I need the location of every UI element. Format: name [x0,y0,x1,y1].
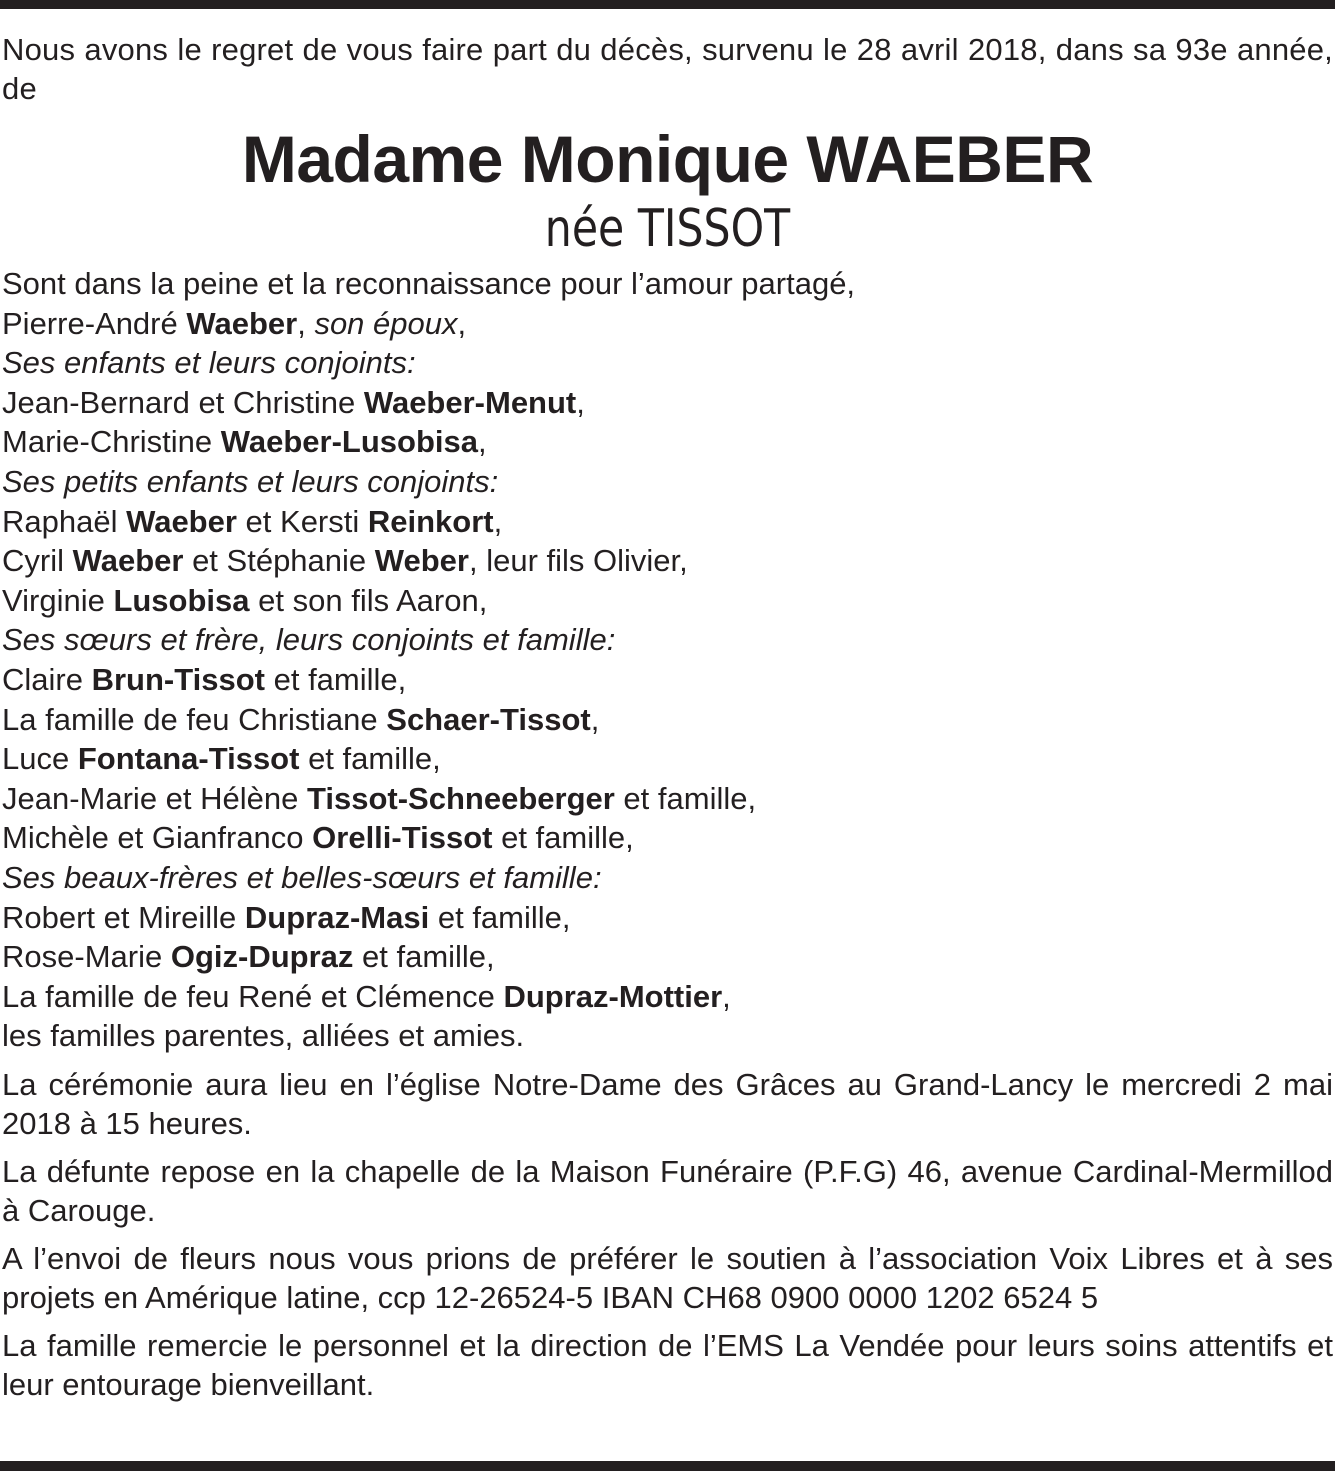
family-line [2,660,1333,700]
family-text: et Stéphanie [183,543,375,579]
family-text: Robert et Mireille [2,899,245,935]
thanks-paragraph: La famille remercie le personnel et la direction de l’EMS La Vendée pour leurs soins attentifs et leur entourage bienveillant. [2,1327,1333,1402]
rest-paragraph: La défunte repose en la chapelle de la Maison Funéraire (P.F.G) 46, avenue Cardinal-Mermillod à Carouge. [2,1153,1333,1228]
family-group-heading [2,462,1333,502]
family-surname: Dupraz-Mottier [503,978,723,1014]
family-text: Cyril [2,543,73,579]
family-line [2,264,1333,304]
family-text: et famille, [429,899,571,935]
family-line [2,383,1333,423]
family-text: Michèle et Gianfranco [2,820,313,856]
family-text: La famille de feu Christiane [2,701,387,737]
deceased-name: Madame Monique WAEBER [241,122,1094,196]
family-surname: Tissot-Schneeberger [307,780,615,816]
family-surname: Waeber [72,543,184,579]
family-text: et famille, [492,820,634,856]
family-text: , [493,503,503,539]
family-surname: Waeber-Menut [363,384,577,420]
family-text: et son fils Aaron, [249,582,488,618]
family-text: , [297,305,315,341]
family-text: , [722,978,731,1014]
family-text: , [457,305,467,341]
family-line [2,304,1333,344]
family-line [2,937,1333,977]
family-text: Sont dans la peine et la reconnaissance pour l’amour partagé, [2,266,856,301]
family-line [2,422,1333,462]
family-text: Ses enfants et leurs conjoints: [2,345,416,381]
family-text: Claire [2,661,92,697]
family-line [2,739,1333,779]
family-text: , leur fils Olivier, [468,543,688,579]
family-text: La famille de feu René et Clémence [2,978,504,1014]
family-text: Ses beaux-frères et belles-sœurs et famille: [2,859,602,895]
family-text: et famille, [353,939,495,975]
obituary-notice [2,30,1333,1404]
family-surname: Weber [374,543,469,579]
family-line [2,581,1333,621]
family-surname: Waeber [186,305,298,341]
family-text: et Kersti [236,503,368,539]
family-surname: Reinkort [367,503,494,539]
family-text: et famille, [614,780,757,816]
ceremony-paragraph: La cérémonie aura lieu en l’église Notre-Dame des Grâces au Grand-Lancy le mercredi 2 mai 2018 à 15 heures. [2,1066,1333,1141]
family-text: Rose-Marie [2,939,171,975]
family-line [2,1016,1333,1056]
family-text: et famille, [264,661,407,697]
family-text: , [478,424,487,460]
family-text: Marie-Christine [2,424,221,460]
family-text: Luce [2,741,78,777]
family-line [2,898,1333,938]
bottom-rule [0,1461,1335,1471]
family-text: Jean-Bernard et Christine [2,384,364,420]
family-text: , [576,384,585,420]
intro-text: Nous avons le regret de vous faire part du décès, survenu le 28 avril 2018, dans sa 93e année, de [2,32,1333,106]
family-group-heading [2,343,1333,383]
family-surname: Fontana-Tissot [77,741,300,777]
family-line [2,700,1333,740]
family-group-heading [2,858,1333,898]
family-text: Virginie [2,582,114,618]
family-surname: Dupraz-Masi [244,899,430,935]
family-text: Ses sœurs et frère, leurs conjoints et famille: [2,622,616,658]
deceased-birth-name: née TISSOT [544,199,791,259]
family-surname: Schaer-Tissot [386,701,591,737]
family-text: les familles parentes, alliées et amies. [2,1018,525,1054]
family-text: , [590,701,600,737]
family-text: Raphaël [2,503,127,539]
family-text: et famille, [299,741,441,777]
family-surname: Orelli-Tissot [312,820,493,856]
flowers-paragraph: A l’envoi de fleurs nous vous prions de préférer le soutien à l’association Voix Libres et à ses projets en Amérique latine, ccp 12-26524-5 IBAN CH68 0900 0000 1202 6524 5 [2,1240,1333,1315]
family-line [2,779,1333,819]
family-list [2,264,1333,1056]
family-line [2,818,1333,858]
family-text: Pierre-André [2,305,187,341]
family-text: son époux [314,305,458,341]
family-surname: Waeber-Lusobisa [220,424,479,460]
family-line [2,502,1333,542]
family-surname: Ogiz-Dupraz [170,939,354,975]
family-text: Jean-Marie et Hélène [2,780,307,816]
family-surname: Lusobisa [113,582,250,618]
family-line [2,977,1333,1017]
top-rule [0,0,1335,9]
family-surname: Waeber [126,503,237,539]
family-text: Ses petits enfants et leurs conjoints: [2,463,499,499]
family-surname: Brun-Tissot [91,661,265,697]
family-line [2,541,1333,581]
family-group-heading [2,620,1333,660]
